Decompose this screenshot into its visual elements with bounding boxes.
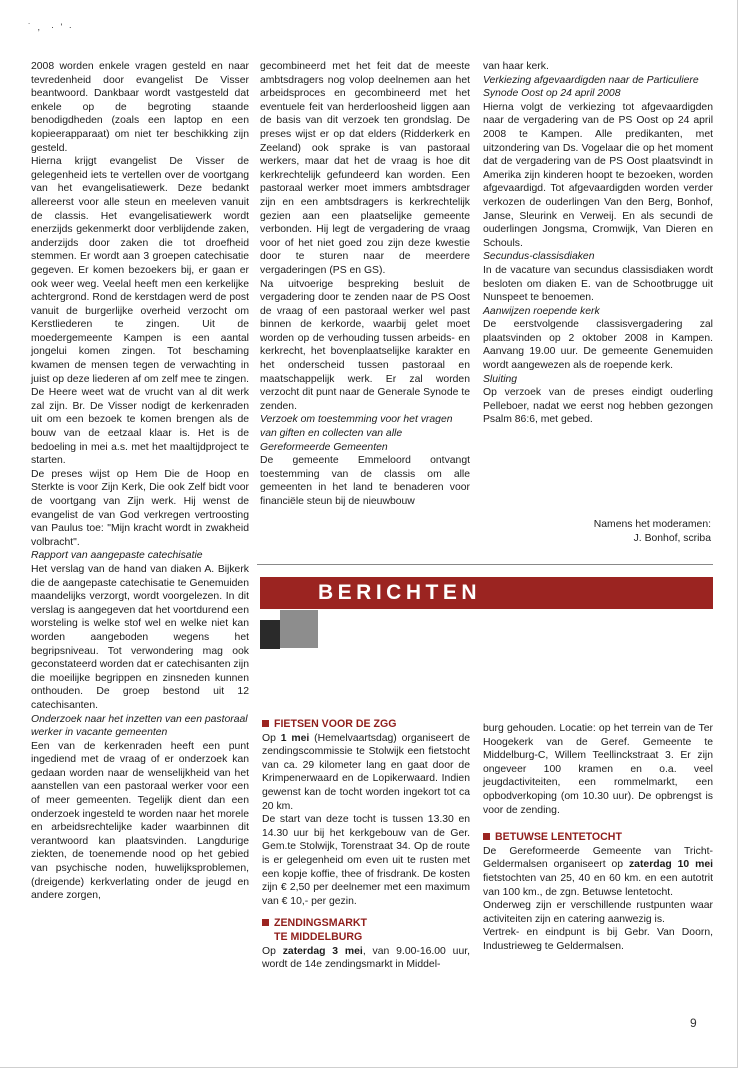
subheading-verkiezing: Verkiezing afgevaardigden naar de Particuliere Synode Oost op 24 april 2008 <box>483 74 699 100</box>
section-divider <box>257 564 713 565</box>
subheading-pastoraal-werker: Onderzoek naar het inzetten van een pastoraal werker in vacante gemeenten <box>31 713 248 739</box>
bullet-square-icon <box>262 919 269 926</box>
paragraph: Vertrek- en eindpunt is bij Gebr. Van Doorn, Industrieweg te Geldermalsen. <box>483 927 713 952</box>
paragraph: De preses wijst op Hem Die de Hoop en Sterkte is voor Zijn Kerk, Die ook Zelf bidt voor de voortgang van Zijn werk. Hij wenst de evangelist de van God verkregen vertroosting van Paulus toe: "Mijn kracht wordt in zwakheid volbracht". <box>31 468 249 548</box>
paragraph <box>483 845 713 899</box>
paragraph: De gemeente Emmeloord ontvangt toestemming van de classis om alle gemeenten in het land te benaderen voor financiële steun bij de nieuwbouw <box>260 455 470 507</box>
bullet-square-icon <box>483 833 490 840</box>
paragraph: Een van de kerkenraden heeft een punt ingediend met de vraag of er onderzoek kan gedaan worden naar de wenselijkheid van het aanstellen van een pastoraal werker voor een of meer gemeenten. Tegelijk dient dan een onderzoek ingesteld te worden naar het morele en arbeidsrechtelijke kader waarbinnen dit verantwoord kan plaatsvinden. Langdurige ziekten, de toenemende nood op het gebied van psychische noden, huwelijksproblemen, (dreigende) kerkverlating onder de jeugd en andere zorgen, <box>31 740 249 902</box>
article-column-2 <box>260 60 470 509</box>
heading-text: ZENDINGSMARKT <box>274 917 367 930</box>
date-bold: 1 mei <box>280 732 310 744</box>
date-bold: zaterdag 3 mei <box>282 945 363 957</box>
date-bold: zaterdag 10 mei <box>628 859 714 871</box>
heading-lentetocht <box>483 831 713 845</box>
heading-zendingsmarkt <box>262 917 470 944</box>
subheading-aangepaste-catechisatie: Rapport van aangepaste catechisatie <box>31 550 203 562</box>
article-column-3 <box>483 60 713 427</box>
bullet-square-icon <box>262 720 269 727</box>
heading-text: TE MIDDELBURG <box>274 930 363 943</box>
scan-specks: ˙ , · ' · <box>28 22 74 32</box>
text: Op <box>262 732 281 744</box>
decorative-grey-block <box>280 610 318 648</box>
paragraph: Het verslag van de hand van diaken A. Bijkerk die de aangepaste catechisatie te Genemuiden maandelijks verzorgt, wordt voorgelezen. In dit verslag is aangegeven dat het voortdurend een worsteling is welke stof wel en welke niet kan worden aangeboden wegens het begripsniveau. Tot verwondering mag ook geconstateerd worden dat er catechisanten zijn die moeilijke begrippen en zinsneden kunnen onthouden. De groep bestond uit 12 catechisanten. <box>31 563 249 711</box>
signature-line-2: J. Bonhof, scriba <box>633 533 711 544</box>
paragraph: Onderweg zijn er verschillende rustpunten waar activiteiten zijn en catering aanwezig is. <box>483 900 713 925</box>
text: , van 9.00-16.00 uur, wordt de 14e zendingsmarkt in Middel- <box>262 945 471 971</box>
paragraph: 2008 worden enkele vragen gesteld en naar tevredenheid door evangelist De Visser beantwoord. Dankbaar wordt vastgesteld dat enkele op de begroting staande benodigdheden (zoals een laptop en een kopieerapparaat) om niet ter beschikking zijn gesteld. <box>31 61 249 154</box>
signature-line-1: Namens het moderamen: <box>593 519 711 530</box>
text: fietstochten van 25, 40 en 60 km. en een autotrit van 100 km., de zgn. Betuwse lentetocht. <box>483 872 713 898</box>
paragraph <box>262 945 470 972</box>
page-number: 9 <box>690 1016 697 1030</box>
text: (Hemelvaartsdag) organiseert de zendingscommissie te Stolwijk een fietstocht van ca. 29 kilometer lang en gaat door de Krimpenerwaard en de Lopikerwaard. Indien gewenst kan de tocht worden ingekort tot ca 20 km. <box>262 732 471 812</box>
paragraph: Hierna krijgt evangelist De Visser de gelegenheid iets te vertellen over de voortgang van het evangelisatiewerk. Deze bedankt allereerst voor alle steun en meeleven vanuit de classis. Het evangelisatiewerk wordt enerzijds gekenmerkt door verblijdende zaken, anderzijds door zaken die tot droefheid stemmen. Er wordt aan 3 groepen catechisatie gegeven. Er komen bezoekers bij, er gaan er ook weer weg. Veelal heeft men een kerkelijke achtergrond. Rond de kerstdagen werd de post vanuit de burgerlijke overheid verzocht om Kerstliederen te zingen. Uit de moedergemeente Kampen is een aantal jongelui komen zingen. Tot beschaming kwamen de mensen tegen de verwachting in juist op deze liederen af om zelf mee te zingen. De Heere weet wat de vrucht van al dit werk zal zijn. Br. De Visser nodigt de kerkenraden uit om een bezoek te komen brengen als de bouw van de eetzaal klaar is. Het is de bedoeling in mei a.s. met het maaltijdproject te starten. <box>31 156 249 467</box>
paragraph: van haar kerk. <box>483 61 549 72</box>
subheading-toestemming-giften: Verzoek om toestemming voor het vragen van giften en collecten van alle Gereformeerde Gemeenten <box>260 414 453 453</box>
berichten-column-2 <box>483 722 713 954</box>
paragraph: De eerstvolgende classisvergadering zal plaatsvinden op 2 oktober 2008 in Kampen. Aanvang 19.00 uur. De gemeente Genemuiden wordt aangewezen als de roepende kerk. <box>483 319 713 372</box>
heading-fietsen <box>262 718 470 732</box>
paragraph: De start van deze tocht is tussen 13.30 en 14.30 uur bij het kerkgebouw van de Ger. Gem.te Stolwijk, Torenstraat 34. Op de route is er gelegenheid om even uit te rusten met een kopje koffie, thee of frisdrank. De kosten zijn € 2,50 per deelnemer met een maximum van € 10,- per gezin. <box>262 814 470 907</box>
subheading-sluiting: Sluiting <box>483 373 518 385</box>
text: De Gereformeerde Gemeente van Tricht-Geldermalsen organiseert op <box>483 845 713 871</box>
paragraph: In de vacature van secundus classisdiaken wordt besloten om diaken E. van de Schootbrugge uit Nunspeet te benoemen. <box>483 264 713 304</box>
signature <box>483 518 713 546</box>
paragraph <box>262 732 470 814</box>
subheading-roepende-kerk: Aanwijzen roepende kerk <box>483 305 600 317</box>
text: Op <box>262 945 283 957</box>
subheading-secundus: Secundus-classisdiaken <box>483 251 595 263</box>
paragraph: gecombineerd met het feit dat de meeste ambtsdragers nog volop deelnemen aan het arbeidsproces en gecombineerd met het eventuele feit van herderloosheid liggen aan de basis van dit verzoek ten grondslag. De preses wijst er op dat elders (Ridderkerk en Zeeland) ook sprake is van pastoraal werkers, maar dat het de vraag is hoe dit kerkrechtelijk gefundeerd kan worden. Een pastoraal werker moet immers ambtsdrager zijn en een ambtsdragers is kerkrechtelijk gezien aan een plaatselijke gemeente verbonden. Hij legt de vergadering de vraag voor of het niet goed zou zijn deze kwestie door te sturen naar de meerdere vergaderingen (PS en GS). <box>260 61 470 276</box>
heading-text: FIETSEN VOOR DE ZGG <box>274 718 397 730</box>
paragraph: Hierna volgt de verkiezing tot afgevaardigden naar de vergadering van de PS Oost op 24 april 2008 te Kampen. Alle predikanten, met uitzondering van Ds. Vogelaar die op het moment dat de vergadering van de PS Oost plaatsvindt in Amerika zijn kinderen hoopt te bezoeken, worden afgevaardigd. Tot afgevaardigden worden verder verkozen de ouderlingen Van den Berg, Bonhof, Janse, Sleurink en Verweij. En als secundi de ouderlingen Jongsma, Cromwijk, Van Dieren en Schouls. <box>483 101 713 249</box>
banner-title: BERICHTEN <box>318 581 482 604</box>
heading-text: BETUWSE LENTETOCHT <box>495 831 622 844</box>
paragraph: Na uitvoerige bespreking besluit de vergadering door te zenden naar de PS Oost de vraag of een pastoraal werker wel past binnen de kerkorde, waarbij gelet moet worden op de verhouding tussen arbeids- en kerkrecht, het bovenplaatselijke karakter en het onderscheid tussen pastoraal en maatschappelijk werk. Er zal worden verzocht dit punt naar de Generale Synode te zenden. <box>260 278 470 412</box>
article-column-1 <box>31 60 249 903</box>
berichten-column-1 <box>262 718 470 972</box>
paragraph: burg gehouden. Locatie: op het terrein van de Ter Hoogekerk van de Geref. Gemeente te Middelburg-C, Willem Teellinckstraat 3. Er zijn ongeveer 100 kramen en o.a. veel jeugdactiviteiten, een rommelmarkt, een opbodverkoping (om 10.30 uur). De opbrengst is voor de zending. <box>483 723 713 816</box>
decorative-dark-block <box>260 620 280 649</box>
paragraph: Op verzoek van de preses eindigt ouderling Pelleboer, nadat we eerst nog hebben gezongen Psalm 86:6, met gebed. <box>483 387 713 426</box>
